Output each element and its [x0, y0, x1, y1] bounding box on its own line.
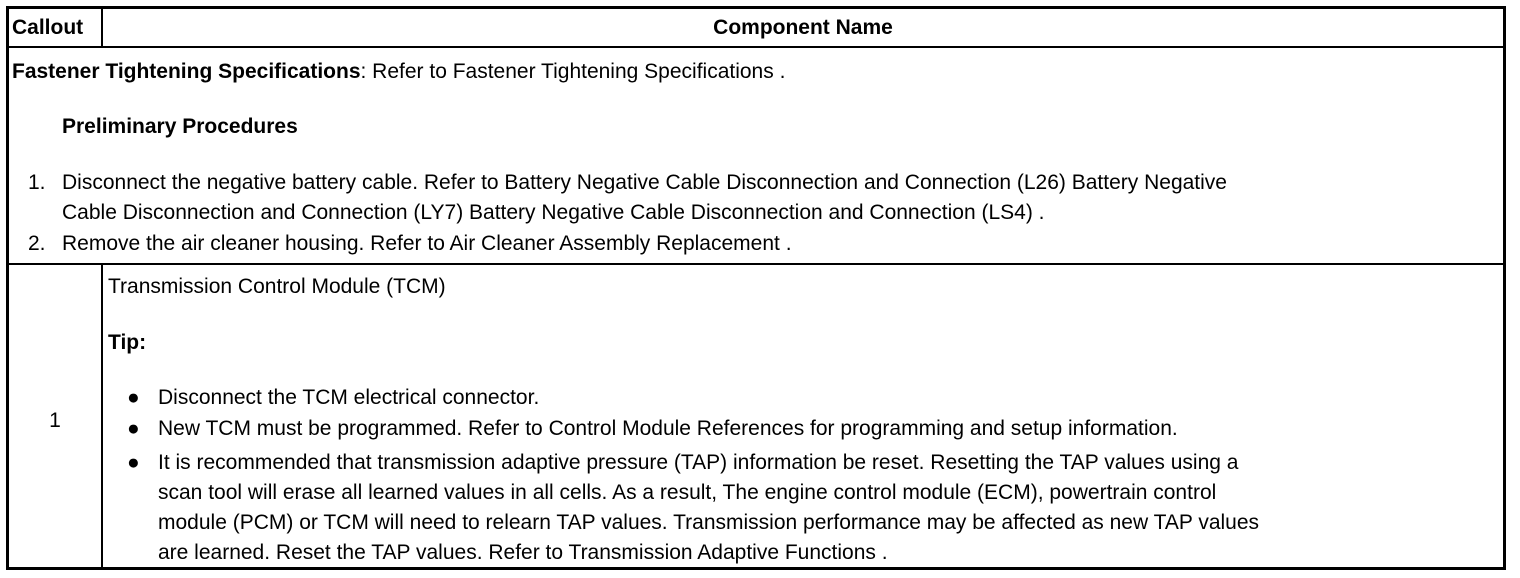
bullet-line: scan tool will erase all learned values in all cells. As a result, The engine control module (ECM), powertrain control [158, 481, 1217, 504]
fastener-spec-line [12, 60, 785, 84]
bullet-icon: ● [127, 451, 140, 474]
row-column-divider [101, 263, 103, 567]
header-callout: Callout [12, 16, 84, 39]
step-line: Cable Disconnection and Connection (LY7) Battery Negative Cable Disconnection and Connection (LS4) . [62, 201, 1045, 224]
bullet-line: Disconnect the TCM electrical connector. [158, 386, 540, 409]
step-line: Disconnect the negative battery cable. Refer to Battery Negative Cable Disconnection and Connection (L26) Battery Negative [62, 171, 1227, 194]
bullet-icon: ● [127, 386, 140, 409]
row-divider [9, 263, 1503, 265]
header-divider [9, 46, 1503, 48]
bullet-line: New TCM must be programmed. Refer to Control Module References for programming and setup information. [158, 417, 1178, 440]
header-component-name: Component Name [713, 16, 893, 39]
bullet-line: module (PCM) or TCM will need to relearn TAP values. Transmission performance may be affected as new TAP values [158, 511, 1260, 534]
procedure-table [6, 6, 1506, 570]
step-line: Remove the air cleaner housing. Refer to Air Cleaner Assembly Replacement . [62, 232, 792, 255]
bullet-line: It is recommended that transmission adaptive pressure (TAP) information be reset. Resetting the TAP values using a [158, 451, 1239, 474]
row-callout: 1 [49, 409, 61, 432]
bullet-line: are learned. Reset the TAP values. Refer to Transmission Adaptive Functions . [158, 541, 888, 564]
fastener-spec-label: Fastener Tightening Specifications [12, 60, 361, 83]
fastener-spec-text: : Refer to Fastener Tightening Specifications . [360, 60, 786, 83]
preliminary-heading: Preliminary Procedures [62, 115, 298, 138]
step-number: 1. [28, 171, 46, 194]
bullet-icon: ● [127, 417, 140, 440]
tip-label: Tip: [108, 331, 147, 354]
step-number: 2. [28, 232, 46, 255]
component-name: Transmission Control Module (TCM) [108, 275, 446, 298]
